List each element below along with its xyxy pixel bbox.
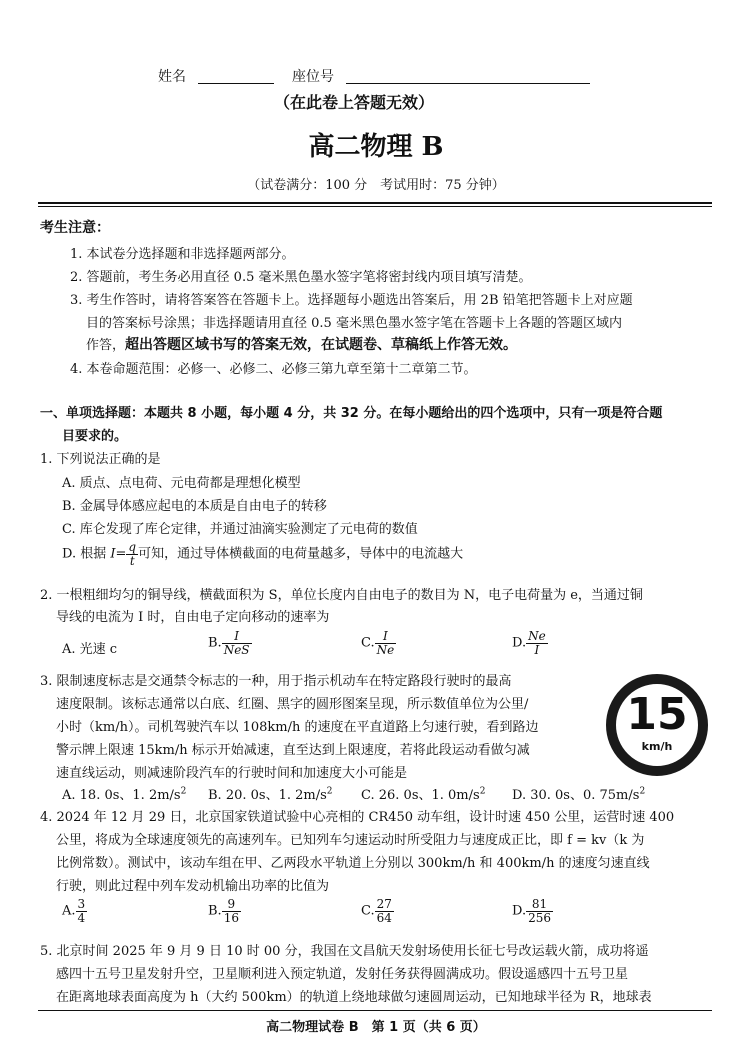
q1-d-den: t <box>129 553 135 568</box>
q4-option-d <box>512 898 553 924</box>
q4-d-num: 81 <box>526 898 553 912</box>
q1-d-num: q <box>128 540 137 554</box>
q3-a-sup: 2 <box>180 786 187 797</box>
exam-info: （试卷满分：100 分 考试用时：75 分钟） <box>247 178 505 193</box>
q4-b-num: 9 <box>222 898 241 912</box>
q3-line-3: 小时（km/h）。司机驾驶汽车以 108km/h 的速度在平直道路上匀速行驶，看到路边 <box>56 720 539 735</box>
q1-d-prefix: D. 根据 <box>62 546 111 562</box>
section-1-line-2: 目要求的。 <box>62 429 128 444</box>
q4-option-a <box>62 898 87 924</box>
q4-a-den: 4 <box>77 910 86 925</box>
q5-line-3: 在距离地球表面高度为 h（大约 500km）的轨道上绕地球做匀速圆周运动，已知地球半径为 R，地球表 <box>56 990 652 1005</box>
seat-blank[interactable] <box>346 83 590 84</box>
q3-b-text: B. 20. 0s、1. 2m/s <box>208 788 327 803</box>
q1-option-d <box>62 541 463 567</box>
q1-d-fraction <box>126 541 138 567</box>
q3-option-d <box>512 784 645 803</box>
q2-option-d <box>512 630 548 656</box>
footer-rule <box>38 1010 712 1011</box>
q5-line-1: 5. 北京时间 2025 年 9 月 9 日 10 时 00 分，我国在文昌航天发射场使用长征七号改运载火箭，成功将遥 <box>40 944 649 959</box>
q2-b-label: B. <box>208 635 222 651</box>
q5-line-2: 感四十五号卫星发射升空，卫星顺利进入预定轨道，发射任务获得圆满成功。假设遥感四十五号卫星 <box>56 967 629 982</box>
name-blank[interactable] <box>198 83 274 84</box>
q2-b-den: NeS <box>223 642 250 657</box>
notes-heading: 考生注意： <box>40 220 110 236</box>
q2-option-c <box>361 630 396 656</box>
header-rule-thin <box>38 206 712 207</box>
notes-item-4: 4. 本卷命题范围：必修一、必修二、必修三第九章至第十二章第二节。 <box>70 362 477 377</box>
notes-item-3-line-3 <box>86 334 517 354</box>
q1-option-c: C. 库仑发现了库仑定律，并通过油滴实验测定了元电荷的数值 <box>62 522 418 537</box>
q2-option-b <box>208 630 252 656</box>
q4-b-label: B. <box>208 903 222 919</box>
q1-d-eq: = <box>115 546 127 562</box>
page-title: 高二物理 B <box>308 132 444 162</box>
q4-line-2: 公里，将成为全球速度领先的高速列车。已知列车匀速运动时所受阻力与速度成正比，即 f = kv（k 为 <box>56 833 645 848</box>
q2-d-label: D. <box>512 635 527 651</box>
q4-line-4: 行驶，则此过程中列车发动机输出功率的比值为 <box>56 879 330 894</box>
q3-a-text: A. 18. 0s、1. 2m/s <box>62 788 181 803</box>
q1-option-a: A. 质点、点电荷、元电荷都是理想化模型 <box>62 476 301 491</box>
q2-c-den: Ne <box>376 642 395 657</box>
q4-d-den: 256 <box>528 910 551 925</box>
q2-d-fraction <box>526 630 548 656</box>
notice-text: （在此卷上答题无效） <box>274 93 435 112</box>
q1-d-var: I <box>110 546 116 562</box>
q2-d-den: I <box>534 642 540 657</box>
q3-line-2: 速度限制。该标志通常以白底、红圈、黑字的圆形图案呈现，所示数值单位为公里/ <box>56 697 529 712</box>
notes-item-3-line-1: 3. 考生作答时，请将答案答在答题卡上。选择题每小题选出答案后，用 2B 铅笔把答题卡上对应题 <box>70 293 633 308</box>
q4-c-label: C. <box>361 903 375 919</box>
header-rule <box>38 202 712 204</box>
q4-c-fraction <box>375 898 394 924</box>
q4-line-3: 比例常数）。测试中，该动车组在甲、乙两段水平轨道上分别以 300km/h 和 400km/h 的速度匀速直线 <box>56 856 650 871</box>
q4-b-fraction <box>222 898 241 924</box>
q4-c-num: 27 <box>376 897 392 911</box>
q4-a-label: A. <box>62 903 76 919</box>
q4-c-den: 64 <box>376 910 392 925</box>
q3-d-text: D. 30. 0s、0. 75m/s <box>512 788 640 803</box>
seat-label: 座位号 <box>292 69 334 85</box>
q3-c-sup: 2 <box>479 786 486 797</box>
notes-item-1: 1. 本试卷分选择题和非选择题两部分。 <box>70 247 295 262</box>
q2-c-num: I <box>375 630 397 644</box>
q3-option-b <box>208 784 333 803</box>
q4-d-label: D. <box>512 903 527 919</box>
q2-option-a: A. 光速 c <box>62 642 118 657</box>
section-1-line-1: 一、单项选择题：本题共 8 小题，每小题 4 分，共 32 分。在每小题给出的四个选项中，只有一项是符合题 <box>40 406 663 421</box>
q3-line-1: 3. 限制速度标志是交通禁令标志的一种，用于指示机动车在特定路段行驶时的最高 <box>40 674 512 689</box>
q4-option-b <box>208 898 241 924</box>
q3-d-sup: 2 <box>639 786 646 797</box>
q2-line-1: 2. 一根粗细均匀的铜导线，横截面积为 S，单位长度内自由电子的数目为 N，电子电荷量为 e，当通过铜 <box>40 588 643 603</box>
q4-b-den: 16 <box>223 910 239 925</box>
q3-option-a <box>62 784 186 803</box>
speed-limit-sign <box>606 674 708 776</box>
q4-line-1: 4. 2024 年 12 月 29 日，北京国家铁道试验中心亮相的 CR450 动车组，设计时速 450 公里，运营时速 400 <box>40 810 675 825</box>
name-label: 姓名 <box>158 69 186 85</box>
q4-option-c <box>361 898 394 924</box>
q3-c-text: C. 26. 0s、1. 0m/s <box>361 788 480 803</box>
q2-b-num: I <box>222 630 252 644</box>
q4-a-num: 3 <box>77 897 86 911</box>
q2-d-num: Ne <box>528 629 546 643</box>
q4-d-fraction <box>526 898 553 924</box>
q2-c-label: C. <box>361 635 375 651</box>
q3-line-4: 警示牌上限速 15km/h 标示开始减速，直至达到上限速度，若将此段运动看做匀减 <box>56 743 530 758</box>
q1-stem: 1. 下列说法正确的是 <box>40 452 161 467</box>
notes-item-2: 2. 答题前，考生务必用直径 0.5 毫米黑色墨水签字笔将密封线内项目填写清楚。 <box>70 270 532 285</box>
speed-limit-unit: km/h <box>641 740 673 753</box>
q3-option-c <box>361 784 485 803</box>
notes-item-3-emphasis: 超出答题区域书写的答案无效，在试题卷、草稿纸上作答无效。 <box>125 337 518 353</box>
speed-limit-number: 15 <box>626 689 688 740</box>
page-footer: 高二物理试卷 B 第 1 页（共 6 页） <box>266 1020 486 1035</box>
q1-d-text: 可知，通过导体横截面的电荷量越多，导体中的电流越大 <box>138 546 464 562</box>
q2-c-fraction <box>375 630 397 656</box>
q3-b-sup: 2 <box>326 786 333 797</box>
q3-line-5: 速直线运动，则减速阶段汽车的行驶时间和加速度大小可能是 <box>56 766 408 781</box>
notes-item-3-prefix: 作答， <box>86 338 126 353</box>
q1-option-b: B. 金属导体感应起电的本质是自由电子的转移 <box>62 499 327 514</box>
q2-b-fraction <box>222 630 252 656</box>
notes-item-3-line-2: 目的答案标号涂黑；非选择题请用直径 0.5 毫米黑色墨水签字笔在答题卡上各题的答题区域内 <box>86 316 622 331</box>
q4-a-fraction <box>76 898 88 924</box>
q2-line-2: 导线的电流为 I 时，自由电子定向移动的速率为 <box>56 610 330 625</box>
